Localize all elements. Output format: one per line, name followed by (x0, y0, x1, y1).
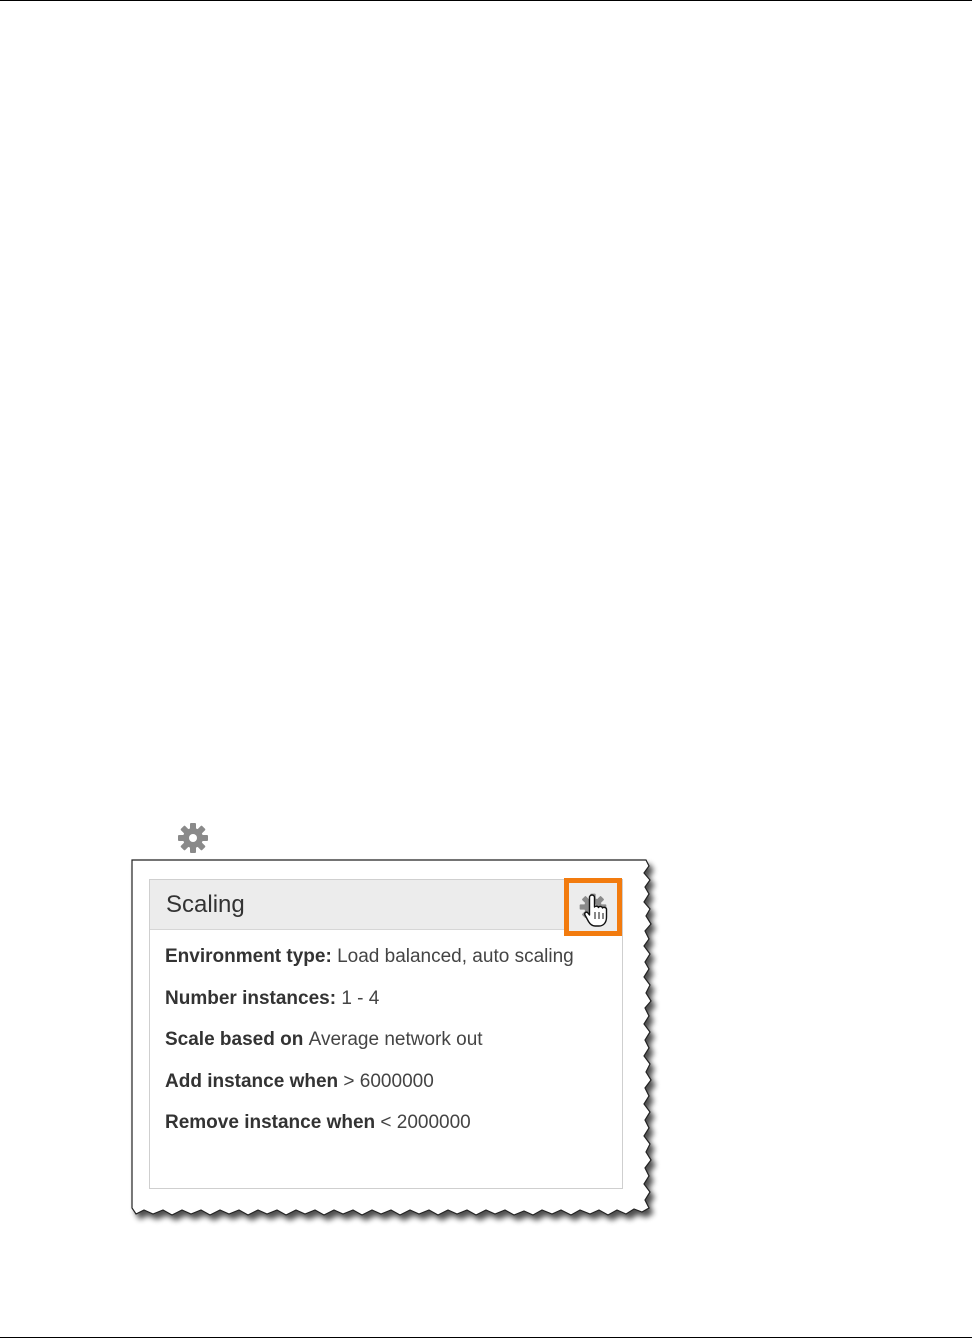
info-row-add-instance-when (165, 1071, 605, 1113)
row-label: Remove instance when (165, 1112, 381, 1133)
page-top-rule (0, 0, 972, 1)
row-label: Scale based on (165, 1029, 309, 1050)
row-label: Add instance when (165, 1070, 344, 1092)
row-value: 1 - 4 (341, 987, 380, 1009)
row-value: Load balanced, auto scaling (337, 946, 574, 967)
row-value: > 6000000 (343, 1070, 434, 1092)
panel-title: Scaling (166, 891, 245, 918)
row-value: Average network out (308, 1029, 483, 1050)
row-label: Environment type: (165, 946, 338, 967)
panel-body (165, 946, 605, 1154)
page-bottom-rule (0, 1337, 972, 1338)
info-row-scale-based-on (165, 1029, 605, 1071)
panel-header (150, 880, 622, 930)
row-value: < 2000000 (380, 1112, 471, 1133)
settings-gear-button[interactable] (564, 878, 622, 936)
hand-pointer-cursor-icon (583, 893, 613, 929)
info-row-remove-instance-when (165, 1112, 605, 1154)
gear-icon (175, 820, 211, 856)
scaling-panel (149, 879, 623, 1189)
info-row-number-instances (165, 988, 605, 1030)
info-row-environment-type (165, 946, 605, 988)
row-label: Number instances: (165, 987, 342, 1009)
